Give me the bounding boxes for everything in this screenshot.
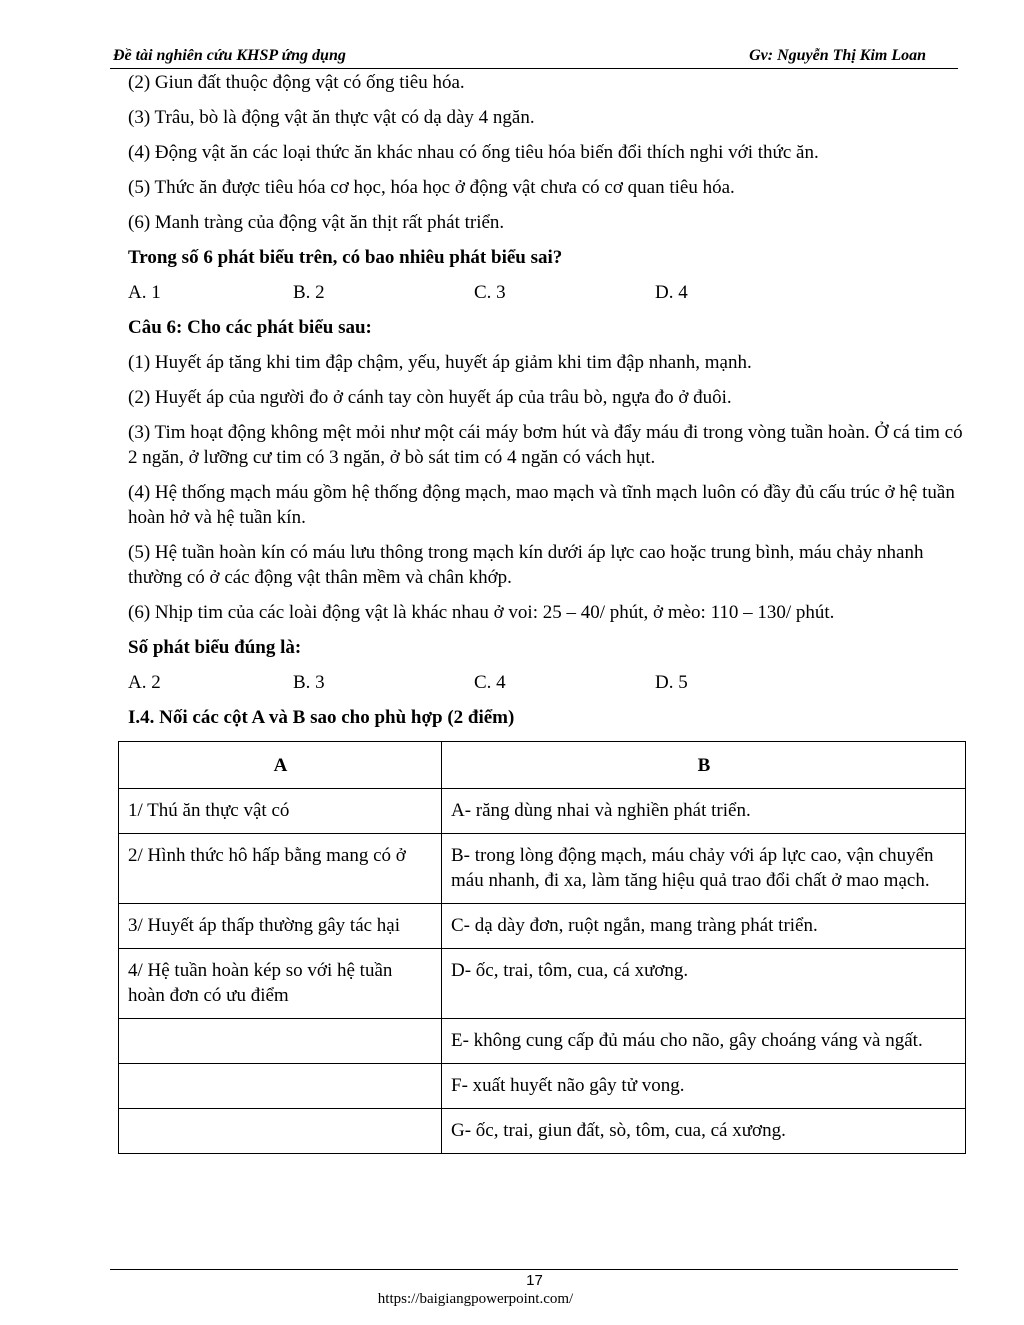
q5-option-b: B. 2 — [293, 282, 325, 303]
table-cell-a: 3/ Huyết áp thấp thường gây tác hại — [119, 904, 442, 949]
table-header-row — [119, 742, 966, 789]
table-cell-b: A- răng dùng nhai và nghiền phát triển. — [442, 789, 966, 834]
table-row — [119, 834, 966, 904]
table-cell-b: C- dạ dày đơn, ruột ngắn, mang tràng phát triển. — [442, 904, 966, 949]
section-title: I.4. Nối các cột A và B sao cho phù hợp (2 điểm) — [128, 707, 515, 728]
q6-option-c: C. 4 — [474, 672, 506, 693]
table-row — [119, 1064, 966, 1109]
table-cell-a: 4/ Hệ tuần hoàn kép so với hệ tuần hoàn đơn có ưu điểm — [119, 949, 442, 1019]
q5-item-4: (4) Động vật ăn các loại thức ăn khác nhau có ống tiêu hóa biến đổi thích nghi với thức ăn. — [128, 142, 819, 163]
header-author: Gv: Nguyễn Thị Kim Loan — [749, 47, 926, 64]
q6-item-6: (6) Nhịp tim của các loài động vật là khác nhau ở voi: 25 – 40/ phút, ở mèo: 110 – 130/ phút. — [128, 602, 835, 623]
q6-question: Số phát biểu đúng là: — [128, 637, 302, 658]
q6-option-a: A. 2 — [128, 672, 161, 693]
table-row — [119, 949, 966, 1019]
table-cell-a — [119, 1064, 442, 1109]
matching-table — [118, 741, 966, 1154]
q5-option-c: C. 3 — [474, 282, 506, 303]
q5-item-3: (3) Trâu, bò là động vật ăn thực vật có dạ dày 4 ngăn. — [128, 107, 535, 128]
table-row — [119, 904, 966, 949]
q6-item-1: (1) Huyết áp tăng khi tim đập chậm, yếu, huyết áp giảm khi tim đập nhanh, mạnh. — [128, 352, 752, 373]
q6-title: Câu 6: Cho các phát biểu sau: — [128, 317, 372, 338]
page-header — [110, 46, 958, 69]
q6-item-2: (2) Huyết áp của người đo ở cánh tay còn huyết áp của trâu bò, ngựa đo ở đuôi. — [128, 387, 732, 408]
table-row — [119, 1019, 966, 1064]
q5-question: Trong số 6 phát biểu trên, có bao nhiêu phát biểu sai? — [128, 247, 563, 268]
table-cell-a: 1/ Thú ăn thực vật có — [119, 789, 442, 834]
page-content — [128, 70, 963, 740]
column-b-header: B — [442, 742, 966, 789]
table-cell-b: G- ốc, trai, giun đất, sò, tôm, cua, cá xương. — [442, 1109, 966, 1154]
table-cell-b: F- xuất huyết não gây tử vong. — [442, 1064, 966, 1109]
q6-item-5: (5) Hệ tuần hoàn kín có máu lưu thông trong mạch kín dưới áp lực cao hoặc trung bình, máu chảy nhanh thường có ở các động vật thân mềm và chân khớp. — [128, 542, 924, 588]
q6-option-d: D. 5 — [655, 672, 688, 693]
table-cell-a: 2/ Hình thức hô hấp bằng mang có ở — [119, 834, 442, 904]
footer-divider — [110, 1269, 958, 1270]
column-a-header: A — [119, 742, 442, 789]
q6-options — [128, 670, 963, 695]
table-row — [119, 789, 966, 834]
table-cell-b: D- ốc, trai, tôm, cua, cá xương. — [442, 949, 966, 1019]
q5-item-2: (2) Giun đất thuộc động vật có ống tiêu hóa. — [128, 72, 465, 93]
q5-option-d: D. 4 — [655, 282, 688, 303]
table-cell-b: B- trong lòng động mạch, máu chảy với áp lực cao, vận chuyển máu nhanh, đi xa, làm tăng hiệu quả trao đổi chất ở mao mạch. — [442, 834, 966, 904]
q5-option-a: A. 1 — [128, 282, 161, 303]
q6-item-4: (4) Hệ thống mạch máu gồm hệ thống động mạch, mao mạch và tĩnh mạch luôn có đầy đủ cấu trúc ở hệ tuần hoàn hở và hệ tuần kín. — [128, 482, 955, 528]
q6-item-3: (3) Tim hoạt động không mệt mỏi như một cái máy bơm hút và đẩy máu đi trong vòng tuần hoàn. Ở cá tim có 2 ngăn, ở lưỡng cư tim có 3 ngăn, ở bò sát tim có 4 ngăn có vách hụt. — [128, 422, 963, 468]
table-cell-b: E- không cung cấp đủ máu cho não, gây choáng váng và ngất. — [442, 1019, 966, 1064]
table-row — [119, 1109, 966, 1154]
header-title: Đề tài nghiên cứu KHSP ứng dụng — [113, 47, 346, 64]
footer-url[interactable]: https://baigiangpowerpoint.com/ — [377, 1291, 574, 1307]
q5-item-5: (5) Thức ăn được tiêu hóa cơ học, hóa học ở động vật chưa có cơ quan tiêu hóa. — [128, 177, 735, 198]
q5-options — [128, 280, 963, 305]
table-cell-a — [119, 1019, 442, 1064]
q6-option-b: B. 3 — [293, 672, 325, 693]
q5-item-6: (6) Manh tràng của động vật ăn thịt rất phát triển. — [128, 212, 505, 233]
table-cell-a — [119, 1109, 442, 1154]
page-number: 17 — [526, 1272, 543, 1289]
